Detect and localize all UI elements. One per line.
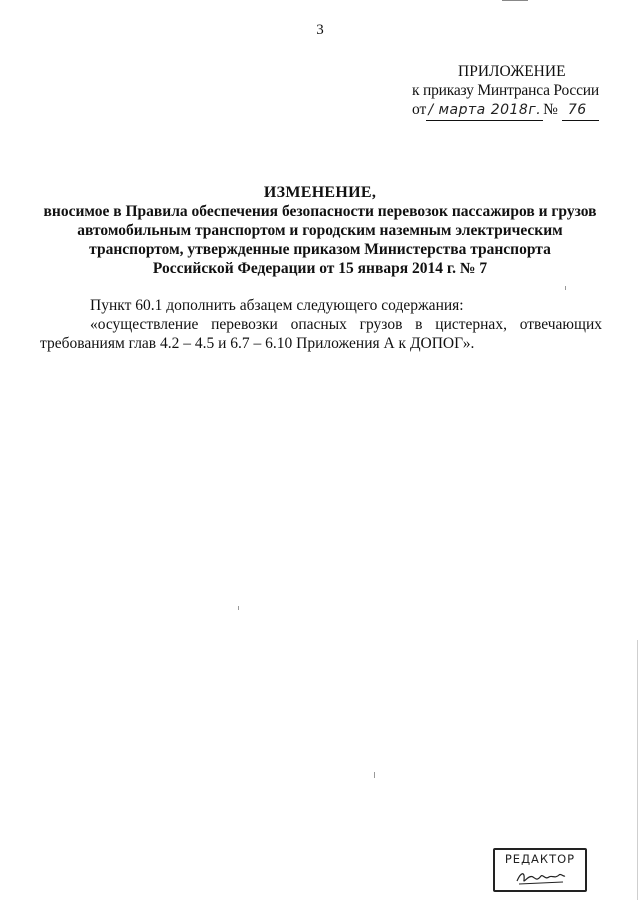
body-paragraph-1: Пункт 60.1 дополнить абзацем следующего содержания: — [90, 297, 464, 314]
signature-icon — [515, 868, 567, 886]
scan-speck — [565, 286, 566, 290]
scan-mark — [502, 0, 528, 3]
scan-speck — [374, 772, 375, 778]
heading-title: ИЗМЕНЕНИЕ, — [263, 184, 377, 201]
heading-line-1: вносимое в Правила обеспечения безопасности перевозок пассажиров и грузов — [43, 203, 597, 220]
date-prefix: от — [412, 101, 427, 118]
page-number: 3 — [316, 22, 324, 38]
editor-stamp — [493, 848, 587, 892]
appendix-title: ПРИЛОЖЕНИЕ — [458, 63, 566, 80]
handwritten-number: 76 — [562, 101, 599, 121]
handwritten-date: / марта 2018г. — [426, 101, 543, 121]
document-heading — [40, 183, 600, 278]
scan-edge — [637, 640, 638, 900]
scan-speck — [238, 606, 239, 610]
heading-line-2: автомобильным транспортом и городским наземным электрическим — [77, 222, 563, 239]
appendix-date-line — [400, 100, 600, 124]
stamp-label: РЕДАКТОР — [504, 852, 576, 866]
heading-line-3: транспортом, утвержденные приказом Министерства транспорта — [89, 241, 551, 258]
document-body — [40, 296, 602, 353]
appendix-block — [400, 62, 600, 124]
body-paragraph-2: «осуществление перевозки опасных грузов в цистернах, отвечающих требованиям глав 4.2 – 4.5 и 6.7 – 6.10 Приложения А к ДОПОГ». — [40, 316, 602, 352]
number-label: № — [543, 101, 558, 118]
appendix-subtitle: к приказу Минтранса России — [412, 82, 599, 99]
heading-line-4: Российской Федерации от 15 января 2014 г. № 7 — [152, 260, 488, 277]
